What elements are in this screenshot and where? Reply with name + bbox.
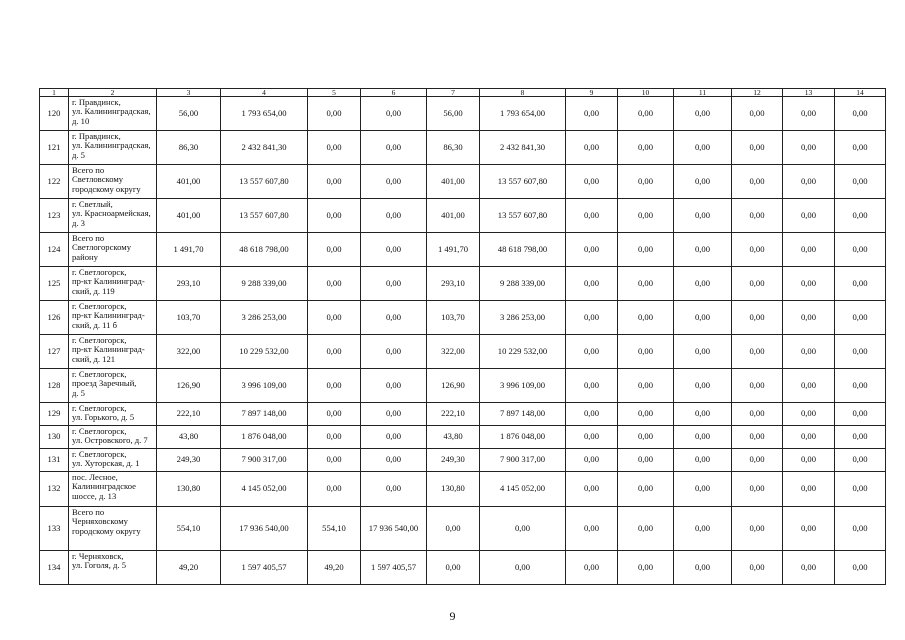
address-cell bbox=[69, 301, 157, 335]
address-line: ский, д. 119 bbox=[72, 285, 115, 296]
value-cell: 1 491,70 bbox=[157, 233, 221, 267]
value-cell: 0,00 bbox=[783, 301, 835, 335]
address-cell bbox=[69, 165, 157, 199]
address-line: г. Светлогорск, bbox=[72, 403, 127, 413]
address-line: ский, д. 121 bbox=[72, 353, 116, 364]
address-cell bbox=[69, 267, 157, 301]
table-row bbox=[40, 301, 886, 335]
value-cell: 1 597 405,57 bbox=[221, 551, 308, 585]
value-cell: 0,00 bbox=[361, 233, 427, 267]
value-cell: 0,00 bbox=[361, 449, 427, 472]
value-cell: 401,00 bbox=[427, 165, 480, 199]
row-number: 132 bbox=[40, 472, 69, 507]
value-cell: 0,00 bbox=[308, 131, 361, 165]
value-cell: 0,00 bbox=[361, 267, 427, 301]
value-cell: 0,00 bbox=[308, 369, 361, 403]
value-cell: 0,00 bbox=[618, 301, 674, 335]
value-cell: 43,80 bbox=[427, 426, 480, 449]
row-number: 122 bbox=[40, 165, 69, 199]
address-cell bbox=[69, 97, 157, 131]
table-row bbox=[40, 449, 886, 472]
value-cell: 0,00 bbox=[674, 199, 732, 233]
value-cell: 0,00 bbox=[427, 551, 480, 585]
column-number: 5 bbox=[308, 89, 361, 97]
value-cell: 3 286 253,00 bbox=[221, 301, 308, 335]
value-cell: 0,00 bbox=[308, 472, 361, 507]
value-cell: 1 491,70 bbox=[427, 233, 480, 267]
value-cell: 0,00 bbox=[618, 449, 674, 472]
value-cell: 222,10 bbox=[427, 403, 480, 426]
value-cell: 103,70 bbox=[427, 301, 480, 335]
value-cell: 0,00 bbox=[361, 165, 427, 199]
value-cell: 0,00 bbox=[835, 165, 886, 199]
value-cell: 0,00 bbox=[618, 165, 674, 199]
address-cell bbox=[69, 426, 157, 449]
value-cell: 7 897 148,00 bbox=[221, 403, 308, 426]
value-cell: 0,00 bbox=[674, 267, 732, 301]
value-cell: 2 432 841,30 bbox=[480, 131, 566, 165]
address-line: Всего по bbox=[72, 233, 105, 243]
value-cell: 1 597 405,57 bbox=[361, 551, 427, 585]
address-line: пр-кт Калининград- bbox=[72, 276, 145, 287]
value-cell: 0,00 bbox=[566, 131, 618, 165]
value-cell: 0,00 bbox=[835, 426, 886, 449]
row-number: 130 bbox=[40, 426, 69, 449]
value-cell: 0,00 bbox=[308, 403, 361, 426]
value-cell: 0,00 bbox=[566, 551, 618, 585]
row-number: 123 bbox=[40, 199, 69, 233]
column-number: 4 bbox=[221, 89, 308, 97]
value-cell: 0,00 bbox=[308, 97, 361, 131]
data-table bbox=[39, 88, 886, 585]
value-cell: 0,00 bbox=[835, 449, 886, 472]
value-cell: 0,00 bbox=[674, 131, 732, 165]
value-cell: 0,00 bbox=[835, 301, 886, 335]
address-cell bbox=[69, 403, 157, 426]
value-cell: 49,20 bbox=[157, 551, 221, 585]
value-cell: 4 145 052,00 bbox=[221, 472, 308, 507]
column-number: 11 bbox=[674, 89, 732, 97]
table-row bbox=[40, 472, 886, 507]
value-cell: 0,00 bbox=[783, 267, 835, 301]
value-cell: 1 876 048,00 bbox=[221, 426, 308, 449]
value-cell: 0,00 bbox=[674, 233, 732, 267]
address-line: ул. Калининградская, bbox=[72, 140, 151, 151]
value-cell: 130,80 bbox=[427, 472, 480, 507]
address-line: д. 3 bbox=[72, 217, 85, 228]
value-cell: 0,00 bbox=[732, 551, 783, 585]
value-cell: 0,00 bbox=[674, 426, 732, 449]
address-line: ский, д. 11 б bbox=[72, 319, 117, 330]
value-cell: 0,00 bbox=[674, 472, 732, 507]
address-line: д. 5 bbox=[72, 387, 85, 398]
value-cell: 0,00 bbox=[783, 335, 835, 369]
value-cell: 0,00 bbox=[361, 131, 427, 165]
header-row bbox=[40, 89, 886, 97]
value-cell: 0,00 bbox=[674, 449, 732, 472]
value-cell: 0,00 bbox=[732, 165, 783, 199]
column-number: 7 bbox=[427, 89, 480, 97]
value-cell: 1 793 654,00 bbox=[221, 97, 308, 131]
value-cell: 0,00 bbox=[835, 403, 886, 426]
value-cell: 0,00 bbox=[566, 301, 618, 335]
value-cell: 0,00 bbox=[361, 199, 427, 233]
address-line: ул. Хуторская, д. 1 bbox=[72, 458, 140, 469]
table-row bbox=[40, 335, 886, 369]
table-row bbox=[40, 233, 886, 267]
column-number: 6 bbox=[361, 89, 427, 97]
row-number: 124 bbox=[40, 233, 69, 267]
value-cell: 0,00 bbox=[835, 335, 886, 369]
value-cell: 7 897 148,00 bbox=[480, 403, 566, 426]
column-number: 8 bbox=[480, 89, 566, 97]
value-cell: 0,00 bbox=[732, 507, 783, 551]
column-number: 10 bbox=[618, 89, 674, 97]
table-row bbox=[40, 165, 886, 199]
value-cell: 0,00 bbox=[566, 165, 618, 199]
value-cell: 126,90 bbox=[427, 369, 480, 403]
value-cell: 0,00 bbox=[732, 267, 783, 301]
row-number: 120 bbox=[40, 97, 69, 131]
value-cell: 0,00 bbox=[361, 426, 427, 449]
value-cell: 3 996 109,00 bbox=[221, 369, 308, 403]
address-line: району bbox=[72, 251, 98, 262]
value-cell: 2 432 841,30 bbox=[221, 131, 308, 165]
value-cell: 0,00 bbox=[566, 199, 618, 233]
value-cell: 554,10 bbox=[157, 507, 221, 551]
address-line: г. Светлогорск, bbox=[72, 449, 127, 459]
value-cell: 322,00 bbox=[157, 335, 221, 369]
value-cell: 0,00 bbox=[618, 233, 674, 267]
value-cell: 249,30 bbox=[157, 449, 221, 472]
table-row bbox=[40, 199, 886, 233]
value-cell: 103,70 bbox=[157, 301, 221, 335]
value-cell: 0,00 bbox=[783, 131, 835, 165]
value-cell: 13 557 607,80 bbox=[480, 199, 566, 233]
value-cell: 0,00 bbox=[835, 199, 886, 233]
value-cell: 293,10 bbox=[427, 267, 480, 301]
value-cell: 10 229 532,00 bbox=[221, 335, 308, 369]
column-number: 13 bbox=[783, 89, 835, 97]
address-line: г. Правдинск, bbox=[72, 97, 121, 107]
value-cell: 56,00 bbox=[157, 97, 221, 131]
value-cell: 293,10 bbox=[157, 267, 221, 301]
value-cell: 0,00 bbox=[480, 551, 566, 585]
table-row bbox=[40, 97, 886, 131]
value-cell: 7 900 317,00 bbox=[221, 449, 308, 472]
address-cell bbox=[69, 131, 157, 165]
value-cell: 0,00 bbox=[732, 449, 783, 472]
address-line: г. Светлогорск, bbox=[72, 369, 127, 379]
table-row bbox=[40, 369, 886, 403]
value-cell: 0,00 bbox=[361, 472, 427, 507]
row-number: 121 bbox=[40, 131, 69, 165]
address-line: Светлогорскому bbox=[72, 242, 132, 253]
value-cell: 0,00 bbox=[308, 233, 361, 267]
value-cell: 401,00 bbox=[157, 165, 221, 199]
address-line: г. Светлогорск, bbox=[72, 335, 127, 345]
value-cell: 0,00 bbox=[674, 301, 732, 335]
value-cell: 0,00 bbox=[566, 97, 618, 131]
value-cell: 0,00 bbox=[835, 267, 886, 301]
value-cell: 7 900 317,00 bbox=[480, 449, 566, 472]
value-cell: 0,00 bbox=[732, 97, 783, 131]
value-cell: 130,80 bbox=[157, 472, 221, 507]
value-cell: 13 557 607,80 bbox=[480, 165, 566, 199]
value-cell: 9 288 339,00 bbox=[221, 267, 308, 301]
value-cell: 0,00 bbox=[566, 335, 618, 369]
value-cell: 0,00 bbox=[566, 426, 618, 449]
address-line: д. 5 bbox=[72, 149, 85, 160]
address-line: г. Светлогорск, bbox=[72, 267, 127, 277]
value-cell: 0,00 bbox=[732, 301, 783, 335]
column-number: 1 bbox=[40, 89, 69, 97]
value-cell: 0,00 bbox=[835, 507, 886, 551]
value-cell: 0,00 bbox=[783, 403, 835, 426]
value-cell: 0,00 bbox=[783, 97, 835, 131]
value-cell: 0,00 bbox=[566, 403, 618, 426]
table-row bbox=[40, 426, 886, 449]
address-cell bbox=[69, 335, 157, 369]
address-cell bbox=[69, 369, 157, 403]
value-cell: 322,00 bbox=[427, 335, 480, 369]
value-cell: 0,00 bbox=[618, 472, 674, 507]
value-cell: 3 286 253,00 bbox=[480, 301, 566, 335]
value-cell: 0,00 bbox=[835, 551, 886, 585]
value-cell: 401,00 bbox=[157, 199, 221, 233]
value-cell: 0,00 bbox=[674, 507, 732, 551]
value-cell: 0,00 bbox=[618, 507, 674, 551]
value-cell: 0,00 bbox=[618, 426, 674, 449]
value-cell: 0,00 bbox=[308, 199, 361, 233]
value-cell: 0,00 bbox=[732, 199, 783, 233]
address-cell bbox=[69, 199, 157, 233]
value-cell: 0,00 bbox=[835, 131, 886, 165]
value-cell: 0,00 bbox=[427, 507, 480, 551]
value-cell: 0,00 bbox=[361, 97, 427, 131]
value-cell: 86,30 bbox=[157, 131, 221, 165]
value-cell: 0,00 bbox=[835, 97, 886, 131]
table-row bbox=[40, 551, 886, 585]
row-number: 126 bbox=[40, 301, 69, 335]
value-cell: 0,00 bbox=[783, 369, 835, 403]
value-cell: 554,10 bbox=[308, 507, 361, 551]
address-line: пос. Лесное, bbox=[72, 472, 118, 482]
address-cell bbox=[69, 551, 157, 585]
value-cell: 0,00 bbox=[566, 369, 618, 403]
address-line: пр-кт Калининград- bbox=[72, 344, 145, 355]
value-cell: 0,00 bbox=[732, 335, 783, 369]
value-cell: 0,00 bbox=[618, 267, 674, 301]
value-cell: 13 557 607,80 bbox=[221, 199, 308, 233]
value-cell: 3 996 109,00 bbox=[480, 369, 566, 403]
value-cell: 0,00 bbox=[361, 403, 427, 426]
value-cell: 249,30 bbox=[427, 449, 480, 472]
address-line: г. Светлый, bbox=[72, 199, 113, 209]
address-line: г. Светлогорск, bbox=[72, 426, 127, 436]
address-line: г. Светлогорск, bbox=[72, 301, 127, 311]
value-cell: 0,00 bbox=[783, 426, 835, 449]
value-cell: 0,00 bbox=[835, 472, 886, 507]
value-cell: 49,20 bbox=[308, 551, 361, 585]
address-line: ул. Гоголя, д. 5 bbox=[72, 560, 127, 571]
address-line: проезд Заречный, bbox=[72, 378, 137, 389]
table-row bbox=[40, 403, 886, 426]
value-cell: 126,90 bbox=[157, 369, 221, 403]
value-cell: 0,00 bbox=[618, 551, 674, 585]
value-cell: 0,00 bbox=[566, 449, 618, 472]
value-cell: 10 229 532,00 bbox=[480, 335, 566, 369]
value-cell: 56,00 bbox=[427, 97, 480, 131]
value-cell: 0,00 bbox=[783, 165, 835, 199]
address-line: Светловскому bbox=[72, 174, 124, 185]
value-cell: 0,00 bbox=[732, 403, 783, 426]
row-number: 129 bbox=[40, 403, 69, 426]
value-cell: 222,10 bbox=[157, 403, 221, 426]
value-cell: 0,00 bbox=[308, 165, 361, 199]
value-cell: 17 936 540,00 bbox=[221, 507, 308, 551]
row-number: 127 bbox=[40, 335, 69, 369]
value-cell: 4 145 052,00 bbox=[480, 472, 566, 507]
value-cell: 0,00 bbox=[783, 233, 835, 267]
table-row bbox=[40, 507, 886, 551]
value-cell: 1 876 048,00 bbox=[480, 426, 566, 449]
address-line: ул. Красноармейская, bbox=[72, 208, 151, 219]
value-cell: 0,00 bbox=[674, 551, 732, 585]
value-cell: 0,00 bbox=[618, 369, 674, 403]
address-cell bbox=[69, 507, 157, 551]
value-cell: 0,00 bbox=[674, 165, 732, 199]
address-line: д. 10 bbox=[72, 115, 90, 126]
value-cell: 0,00 bbox=[732, 369, 783, 403]
row-number: 131 bbox=[40, 449, 69, 472]
row-number: 133 bbox=[40, 507, 69, 551]
address-cell bbox=[69, 472, 157, 507]
value-cell: 86,30 bbox=[427, 131, 480, 165]
value-cell: 0,00 bbox=[674, 403, 732, 426]
value-cell: 0,00 bbox=[480, 507, 566, 551]
address-line: Калининградское bbox=[72, 481, 136, 492]
value-cell: 0,00 bbox=[835, 369, 886, 403]
address-line: городскому округу bbox=[72, 525, 141, 536]
value-cell: 0,00 bbox=[783, 507, 835, 551]
table-row bbox=[40, 267, 886, 301]
value-cell: 0,00 bbox=[783, 551, 835, 585]
value-cell: 0,00 bbox=[783, 449, 835, 472]
row-number: 125 bbox=[40, 267, 69, 301]
row-number: 134 bbox=[40, 551, 69, 585]
value-cell: 0,00 bbox=[308, 301, 361, 335]
value-cell: 0,00 bbox=[308, 449, 361, 472]
value-cell: 0,00 bbox=[674, 335, 732, 369]
value-cell: 0,00 bbox=[732, 426, 783, 449]
value-cell: 0,00 bbox=[618, 199, 674, 233]
value-cell: 0,00 bbox=[783, 199, 835, 233]
column-number: 9 bbox=[566, 89, 618, 97]
address-line: Всего по bbox=[72, 507, 105, 517]
address-line: Всего по bbox=[72, 165, 105, 175]
address-line: пр-кт Калининград- bbox=[72, 310, 145, 321]
value-cell: 0,00 bbox=[308, 267, 361, 301]
value-cell: 0,00 bbox=[566, 233, 618, 267]
value-cell: 0,00 bbox=[674, 97, 732, 131]
column-number: 14 bbox=[835, 89, 886, 97]
value-cell: 48 618 798,00 bbox=[480, 233, 566, 267]
value-cell: 17 936 540,00 bbox=[361, 507, 427, 551]
value-cell: 0,00 bbox=[674, 369, 732, 403]
table-row bbox=[40, 131, 886, 165]
value-cell: 0,00 bbox=[732, 131, 783, 165]
address-line: шоссе, д. 13 bbox=[72, 490, 117, 501]
column-number: 3 bbox=[157, 89, 221, 97]
row-number: 128 bbox=[40, 369, 69, 403]
value-cell: 401,00 bbox=[427, 199, 480, 233]
value-cell: 0,00 bbox=[566, 507, 618, 551]
value-cell: 0,00 bbox=[566, 267, 618, 301]
value-cell: 0,00 bbox=[618, 97, 674, 131]
value-cell: 0,00 bbox=[618, 131, 674, 165]
value-cell: 0,00 bbox=[783, 472, 835, 507]
address-line: городскому округу bbox=[72, 183, 141, 194]
value-cell: 0,00 bbox=[566, 472, 618, 507]
address-line: г. Правдинск, bbox=[72, 131, 121, 141]
value-cell: 9 288 339,00 bbox=[480, 267, 566, 301]
value-cell: 13 557 607,80 bbox=[221, 165, 308, 199]
page-number: 9 bbox=[449, 609, 456, 623]
value-cell: 1 793 654,00 bbox=[480, 97, 566, 131]
value-cell: 0,00 bbox=[732, 472, 783, 507]
value-cell: 0,00 bbox=[308, 335, 361, 369]
value-cell: 0,00 bbox=[618, 335, 674, 369]
value-cell: 43,80 bbox=[157, 426, 221, 449]
document-page bbox=[39, 88, 886, 585]
value-cell: 0,00 bbox=[308, 426, 361, 449]
column-number: 12 bbox=[732, 89, 783, 97]
value-cell: 0,00 bbox=[732, 233, 783, 267]
address-cell bbox=[69, 449, 157, 472]
column-number: 2 bbox=[69, 89, 157, 97]
address-line: Черняховскому bbox=[72, 516, 128, 527]
value-cell: 0,00 bbox=[618, 403, 674, 426]
address-line: ул. Горького, д. 5 bbox=[72, 412, 135, 423]
address-cell bbox=[69, 233, 157, 267]
address-line: ул. Калининградская, bbox=[72, 106, 151, 117]
address-line: ул. Островского, д. 7 bbox=[72, 435, 148, 446]
value-cell: 0,00 bbox=[361, 369, 427, 403]
value-cell: 0,00 bbox=[835, 233, 886, 267]
address-line: г. Черняховск, bbox=[72, 551, 124, 561]
value-cell: 0,00 bbox=[361, 301, 427, 335]
value-cell: 0,00 bbox=[361, 335, 427, 369]
value-cell: 48 618 798,00 bbox=[221, 233, 308, 267]
